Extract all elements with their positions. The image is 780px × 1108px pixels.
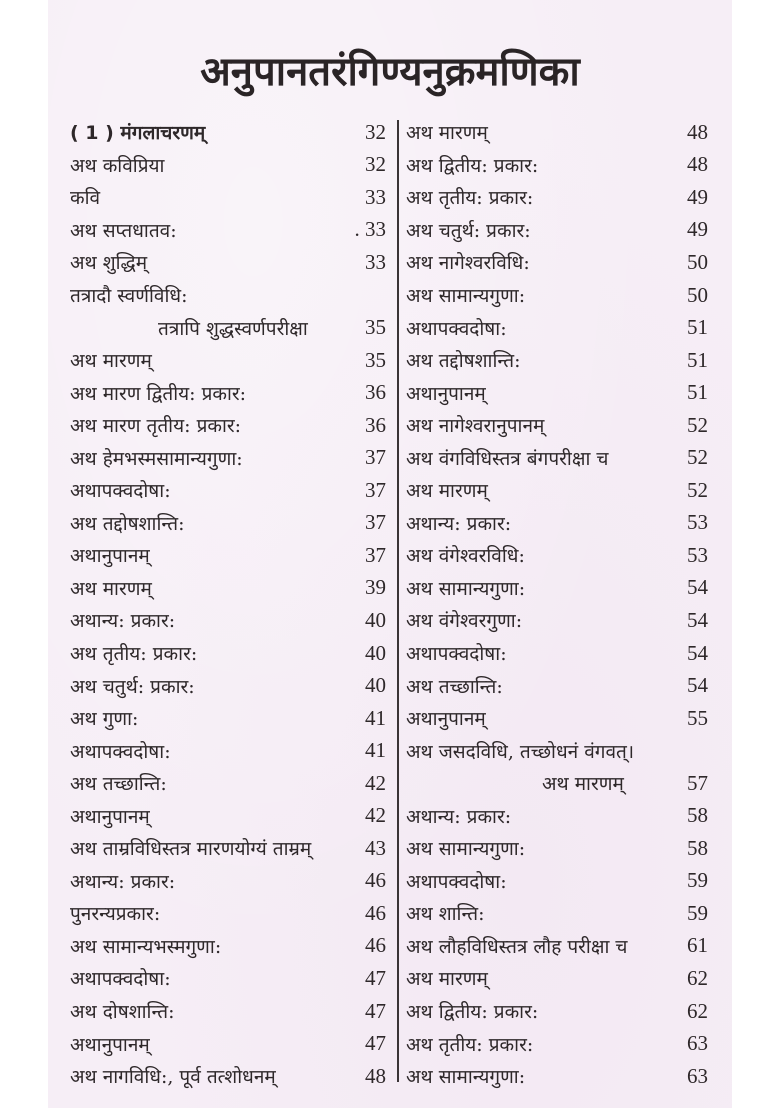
- toc-entry-page-number: 40: [365, 640, 386, 665]
- toc-entry-label: अथ तृतीय: प्रकार:: [70, 643, 198, 666]
- toc-entry: [406, 995, 708, 1028]
- toc-entry-label: अथापक्वदोषा:: [70, 480, 171, 503]
- toc-entry-label: अथ सामान्यभस्मगुणा:: [70, 935, 222, 958]
- toc-entry-page-number: 32: [365, 119, 386, 144]
- toc-entry: [406, 441, 708, 474]
- toc-entry-page-number: 46: [365, 933, 386, 958]
- page-title: अनुपानतरंगिण्यनुक्रमणिका: [200, 49, 580, 95]
- toc-entry: [406, 1027, 708, 1060]
- toc-entry-label: अथ मारणम्: [70, 350, 152, 373]
- toc-entry-page-number: . 33: [354, 217, 386, 242]
- toc-entry: [70, 149, 386, 182]
- toc-entry-label: अथ मारणम्: [406, 480, 488, 503]
- toc-entry-label: अथ नागेश्वरविधि:: [406, 252, 530, 275]
- toc-entry-page-number: 61: [687, 933, 708, 958]
- toc-entry-label: अथापक्वदोषा:: [406, 870, 507, 893]
- toc-entry: [406, 181, 708, 214]
- toc-entry-page-number: 47: [365, 1031, 386, 1056]
- toc-entry-label: अथ चतुर्थ: प्रकार:: [406, 219, 531, 242]
- toc-entry-label: अथ वंगेश्वरगुणा:: [406, 610, 523, 633]
- toc-entry: [406, 669, 708, 702]
- toc-entry: [406, 962, 708, 995]
- toc-entry: [70, 832, 386, 865]
- toc-entry-label: अथानुपानम्: [70, 1033, 150, 1056]
- toc-entry-label: ( 1 ) मंगलाचरणम्: [70, 122, 206, 145]
- toc-entry-label: अथान्य: प्रकार:: [70, 870, 176, 893]
- toc-entry-label: अथापक्वदोषा:: [70, 740, 171, 763]
- toc-entry-page-number: 48: [687, 119, 708, 144]
- toc-entry-page-number: 54: [687, 673, 708, 698]
- toc-entry-page-number: 40: [365, 607, 386, 632]
- toc-entry-page-number: 36: [365, 380, 386, 405]
- toc-entry-label: अथ वंगविधिस्तत्र बंगपरीक्षा च: [406, 447, 609, 470]
- toc-entry-page-number: 51: [687, 380, 708, 405]
- toc-entry-page-number: 59: [687, 900, 708, 925]
- toc-entry-page-number: 37: [365, 542, 386, 567]
- toc-entry-page-number: 63: [687, 1031, 708, 1056]
- toc-entry: [70, 441, 386, 474]
- toc-entry: [70, 214, 386, 247]
- toc-entry-label: अथान्य: प्रकार:: [406, 512, 512, 535]
- toc-entry-label: अथानुपानम्: [406, 708, 486, 731]
- toc-entry-label: अथ सामान्यगुणा:: [406, 1066, 526, 1089]
- toc-entry-page-number: 58: [687, 803, 708, 828]
- toc-entry-page-number: 48: [365, 1063, 386, 1088]
- toc-entry-label: अथापक्वदोषा:: [70, 968, 171, 991]
- toc-entry-label: अथ मारणम्: [406, 968, 488, 991]
- toc-entry-label: अथापक्वदोषा:: [406, 643, 507, 666]
- toc-entry: [70, 409, 386, 442]
- toc-entry: [70, 669, 386, 702]
- toc-entry-label: अथान्य: प्रकार:: [406, 805, 512, 828]
- toc-entry-page-number: 48: [687, 152, 708, 177]
- toc-entry: [70, 962, 386, 995]
- toc-entry-label: अथापक्वदोषा:: [406, 317, 507, 340]
- toc-entry-page-number: 41: [365, 738, 386, 763]
- toc-entry: [406, 637, 708, 670]
- toc-entry: [70, 116, 386, 149]
- toc-entry: [70, 1060, 386, 1093]
- toc-entry-label: अथ कविप्रिया: [70, 154, 165, 177]
- toc-entry-label: अथ मारणम्: [70, 577, 152, 600]
- toc-entry-label: अथान्य: प्रकार:: [70, 610, 176, 633]
- toc-entry: [70, 279, 386, 312]
- toc-entry: [406, 604, 708, 637]
- toc-entry: [70, 539, 386, 572]
- toc-entry-label: अथ तच्छान्ति:: [70, 773, 167, 796]
- toc-entry: [70, 865, 386, 898]
- toc-entry-page-number: 50: [687, 249, 708, 274]
- toc-entry: [70, 311, 386, 344]
- toc-entry-label: अथ वंगेश्वरविधि:: [406, 545, 525, 568]
- toc-entry: [70, 637, 386, 670]
- toc-entry-page-number: 42: [365, 803, 386, 828]
- toc-entry-label: तत्रापि शुद्धस्वर्णपरीक्षा: [158, 317, 308, 340]
- toc-entry: [70, 344, 386, 377]
- toc-entry-page-number: 39: [365, 575, 386, 600]
- toc-entry: [406, 799, 708, 832]
- toc-entry-page-number: 36: [365, 412, 386, 437]
- toc-entry-page-number: 55: [687, 705, 708, 730]
- toc-entry-page-number: 47: [365, 998, 386, 1023]
- toc-entry: [70, 376, 386, 409]
- toc-entry-page-number: 49: [687, 184, 708, 209]
- toc-entry-label: अथ दोषशान्ति:: [70, 1001, 175, 1024]
- toc-entry: [70, 767, 386, 800]
- toc-entry-page-number: 54: [687, 575, 708, 600]
- toc-entry-page-number: 52: [687, 477, 708, 502]
- toc-entry-page-number: 54: [687, 640, 708, 665]
- toc-entry-page-number: 62: [687, 998, 708, 1023]
- toc-entry: [406, 767, 708, 800]
- toc-entry: [70, 507, 386, 540]
- toc-entry: [406, 539, 708, 572]
- toc-entry: [406, 246, 708, 279]
- toc-entry: [406, 930, 708, 963]
- toc-entry: [406, 897, 708, 930]
- toc-entry-page-number: 42: [365, 770, 386, 795]
- toc-entry-page-number: 52: [687, 412, 708, 437]
- toc-entry-label: अथ द्वितीय: प्रकार:: [406, 154, 539, 177]
- toc-entry: [70, 572, 386, 605]
- toc-entry-label: तत्रादौ स्वर्णविधि:: [70, 285, 188, 307]
- toc-entry: [406, 734, 708, 767]
- toc-entry: [406, 149, 708, 182]
- toc-entry-page-number: 40: [365, 673, 386, 698]
- toc-entry-label: अथ तृतीय: प्रकार:: [406, 187, 534, 210]
- toc-entry: [406, 409, 708, 442]
- toc-entry-label: अथ मारणम्: [406, 122, 488, 145]
- toc-entry: [406, 214, 708, 247]
- toc-entry-page-number: 35: [365, 347, 386, 372]
- toc-entry: [406, 865, 708, 898]
- toc-entry-label: अथ सामान्यगुणा:: [406, 577, 526, 600]
- toc-entry-label: अथ तृतीय: प्रकार:: [406, 1033, 534, 1056]
- toc-entry-label: अथानुपानम्: [70, 545, 150, 568]
- toc-entry-label: अथ शान्ति:: [406, 903, 485, 926]
- toc-entry-page-number: 37: [365, 477, 386, 502]
- toc-left-column: [70, 116, 386, 1092]
- toc-entry-page-number: 41: [365, 705, 386, 730]
- toc-entry-label: अथ हेमभस्मसामान्यगुणा:: [70, 447, 243, 470]
- toc-entry-page-number: 35: [365, 315, 386, 340]
- toc-entry: [70, 799, 386, 832]
- book-page: [48, 0, 732, 1108]
- toc-entry: [406, 116, 708, 149]
- toc-entry: [406, 474, 708, 507]
- toc-entry-label: अथ लौहविधिस्तत्र लौह परीक्षा च: [406, 935, 628, 958]
- toc-entry-page-number: 46: [365, 868, 386, 893]
- toc-entry-label: अथ सामान्यगुणा:: [406, 838, 526, 861]
- toc-entry-page-number: 51: [687, 347, 708, 372]
- toc-entry: [70, 897, 386, 930]
- toc-entry-label: पुनरन्यप्रकार:: [70, 903, 161, 926]
- toc-entry-label: अथ तच्छान्ति:: [406, 675, 503, 698]
- toc-entry-label: अथ नागेश्वरानुपानम्: [406, 415, 545, 438]
- toc-entry-page-number: 63: [687, 1063, 708, 1088]
- toc-entry: [406, 702, 708, 735]
- toc-entry-page-number: 50: [687, 282, 708, 307]
- toc-entry-label: कवि: [70, 187, 101, 210]
- toc-entry: [70, 181, 386, 214]
- toc-entry-label: अथानुपानम्: [406, 382, 486, 405]
- toc-entry-page-number: 52: [687, 445, 708, 470]
- toc-entry: [70, 1027, 386, 1060]
- toc-entry: [406, 1060, 708, 1093]
- toc-right-column: [406, 116, 708, 1092]
- toc-entry: [70, 474, 386, 507]
- toc-entry: [70, 930, 386, 963]
- toc-entry-page-number: 33: [365, 249, 386, 274]
- toc-entry: [406, 572, 708, 605]
- toc-entry: [406, 507, 708, 540]
- toc-entry-label: अथ मारण द्वितीय: प्रकार:: [70, 382, 247, 405]
- toc-entry-label: अथ मारण तृतीय: प्रकार:: [70, 415, 242, 438]
- toc-entry-label: अथ तद्दोषशान्ति:: [406, 350, 521, 373]
- toc-entry-page-number: 53: [687, 542, 708, 567]
- toc-entry-page-number: 59: [687, 868, 708, 893]
- toc-entry-page-number: 58: [687, 835, 708, 860]
- toc-entry: [70, 246, 386, 279]
- toc-entry: [406, 279, 708, 312]
- toc-entry-page-number: 43: [365, 835, 386, 860]
- toc-entry-page-number: 53: [687, 510, 708, 535]
- toc-entry-page-number: 32: [365, 152, 386, 177]
- toc-entry: [70, 734, 386, 767]
- toc-entry: [406, 344, 708, 377]
- toc-entry: [70, 604, 386, 637]
- toc-entry-page-number: 33: [365, 184, 386, 209]
- toc-entry-page-number: 54: [687, 607, 708, 632]
- toc-entry: [406, 376, 708, 409]
- toc-entry: [70, 995, 386, 1028]
- toc-entry-label: अथ द्वितीय: प्रकार:: [406, 1001, 539, 1024]
- toc-entry-page-number: 37: [365, 445, 386, 470]
- toc-entry-label: अथ ताम्रविधिस्तत्र मारणयोग्यं ताम्रम्: [70, 838, 312, 861]
- toc-entry-label: अथ नागविधि:, पूर्व तत्शोधनम्: [70, 1066, 276, 1089]
- toc-entry-label: अथ तद्दोषशान्ति:: [70, 512, 185, 535]
- column-divider: [397, 120, 399, 1082]
- toc-entry-page-number: 49: [687, 217, 708, 242]
- toc-entry: [406, 311, 708, 344]
- toc-entry-label: अथ गुणा:: [70, 708, 139, 731]
- toc-entry: [70, 702, 386, 735]
- toc-entry-label: अथ सप्तधातव:: [70, 219, 177, 242]
- toc-entry-label: अथ जसदविधि, तच्छोधनं वंगवत्।: [406, 740, 635, 763]
- toc-entry-label: अथ मारणम्: [542, 773, 624, 796]
- toc-entry-label: अथानुपानम्: [70, 805, 150, 828]
- toc-entry-page-number: 46: [365, 900, 386, 925]
- toc-entry-label: अथ चतुर्थ: प्रकार:: [70, 675, 195, 698]
- toc-entry: [406, 832, 708, 865]
- toc-entry-page-number: 62: [687, 965, 708, 990]
- toc-entry-label: अथ शुद्धिम्: [70, 252, 148, 275]
- toc-entry-page-number: 37: [365, 510, 386, 535]
- toc-entry-page-number: 51: [687, 315, 708, 340]
- toc-entry-page-number: 57: [687, 770, 708, 795]
- toc-entry-label: अथ सामान्यगुणा:: [406, 285, 526, 307]
- toc-entry-page-number: 47: [365, 965, 386, 990]
